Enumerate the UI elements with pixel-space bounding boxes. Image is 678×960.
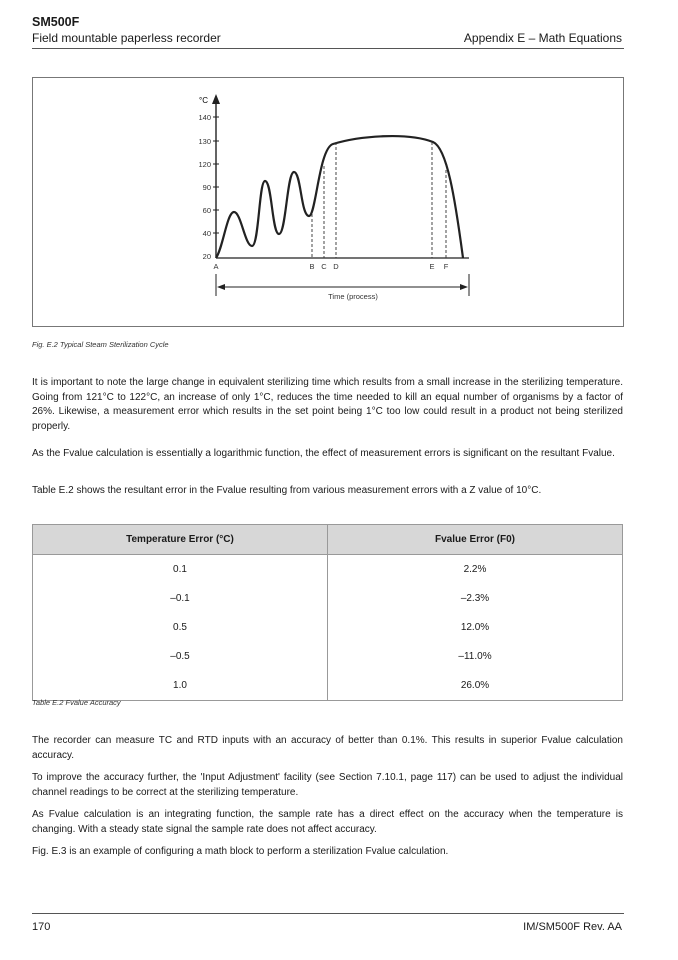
product-subtitle: Field mountable paperless recorder	[32, 31, 221, 45]
section-title: Appendix E – Math Equations	[463, 31, 622, 45]
table-row	[33, 642, 623, 671]
column-header: Temperature Error (°C)	[33, 525, 328, 555]
table-cell: –11.0%	[328, 642, 623, 671]
page-number: 170	[32, 921, 51, 933]
y-axis-arrow	[212, 94, 220, 104]
body-paragraph: The recorder can measure TC and RTD inputs with an accuracy of better than 0.1%. This results in superior Fvalue calculation accuracy.	[32, 735, 623, 761]
table-header-row	[33, 525, 623, 555]
table-row	[33, 584, 623, 613]
x-marker-label: E	[429, 262, 435, 271]
table-cell: 0.5	[33, 613, 328, 642]
table-row	[33, 613, 623, 642]
table-cell: 2.2%	[328, 555, 623, 585]
y-tick-label: 60	[202, 206, 211, 215]
y-tick-label: 140	[198, 113, 211, 122]
y-unit-label: °C	[199, 96, 208, 105]
product-title: SM500F	[32, 15, 80, 29]
table-row	[33, 555, 623, 585]
document-reference: IM/SM500F Rev. AA	[523, 921, 622, 933]
x-marker-label: F	[443, 262, 449, 271]
table-cell: 0.1	[33, 555, 328, 585]
left-arrow-head	[217, 284, 225, 290]
table-cell: 1.0	[33, 671, 328, 701]
y-tick-label: 40	[202, 229, 211, 238]
x-marker-label: C	[321, 262, 327, 271]
y-tick-label: 90	[202, 183, 211, 192]
x-axis-label: Time (process)	[328, 292, 378, 301]
table-cell: 12.0%	[328, 613, 623, 642]
table-row	[33, 671, 623, 701]
body-paragraph: Table E.2 shows the resultant error in the Fvalue resulting from various measurement errors with a Z value of 10°C.	[32, 485, 542, 496]
body-paragraph: Fig. E.3 is an example of configuring a math block to perform a sterilization Fvalue calculation.	[32, 846, 449, 857]
body-paragraph: As Fvalue calculation is an integrating function, the sample rate has a direct effect on the accuracy when the temperature is changing. With a steady state signal the sample rate does not affect accuracy.	[32, 809, 623, 835]
body-paragraph: It is important to note the large change in equivalent sterilizing time which results from a small increase in the sterilizing temperature. Going from 121°C to 122°C, an increase of only 1°C, reduces the time needed to kill an equal number of organisms by a factor of 26%. Likewise, a measurement error which results in the set point being 1°C too low could result in a product not being sterilized properly.	[32, 377, 623, 432]
body-paragraph: As the Fvalue calculation is essentially a logarithmic function, the effect of measurement errors is significant on the resultant Fvalue.	[32, 448, 615, 459]
figure-caption: Fig. E.2 Typical Steam Sterilization Cycle	[32, 340, 169, 349]
right-arrow-head	[460, 284, 468, 290]
table-cell: –0.5	[33, 642, 328, 671]
x-marker-label: D	[333, 262, 339, 271]
x-marker-label: A	[213, 262, 219, 271]
x-marker-label: B	[309, 262, 315, 271]
table-caption: Table E.2 Fvalue Accuracy	[32, 698, 121, 707]
sterilization-cycle-figure	[32, 77, 624, 327]
table-cell: 26.0%	[328, 671, 623, 701]
body-paragraph: To improve the accuracy further, the 'Input Adjustment' facility (see Section 7.10.1, page 117) can be used to adjust the individual channel readings to be correct at the sterilizing temperature.	[32, 772, 623, 798]
y-tick-label: 130	[198, 137, 211, 146]
y-tick-label: 20	[202, 252, 211, 261]
y-tick-label: 120	[198, 160, 211, 169]
table-cell: –2.3%	[328, 584, 623, 613]
temperature-curve	[216, 136, 463, 258]
fvalue-accuracy-table	[32, 524, 623, 701]
footer-divider	[32, 913, 624, 914]
table-cell: –0.1	[33, 584, 328, 613]
sterilization-cycle-chart	[33, 78, 623, 326]
header-divider	[32, 48, 624, 49]
column-header: Fvalue Error (F0)	[328, 525, 623, 555]
